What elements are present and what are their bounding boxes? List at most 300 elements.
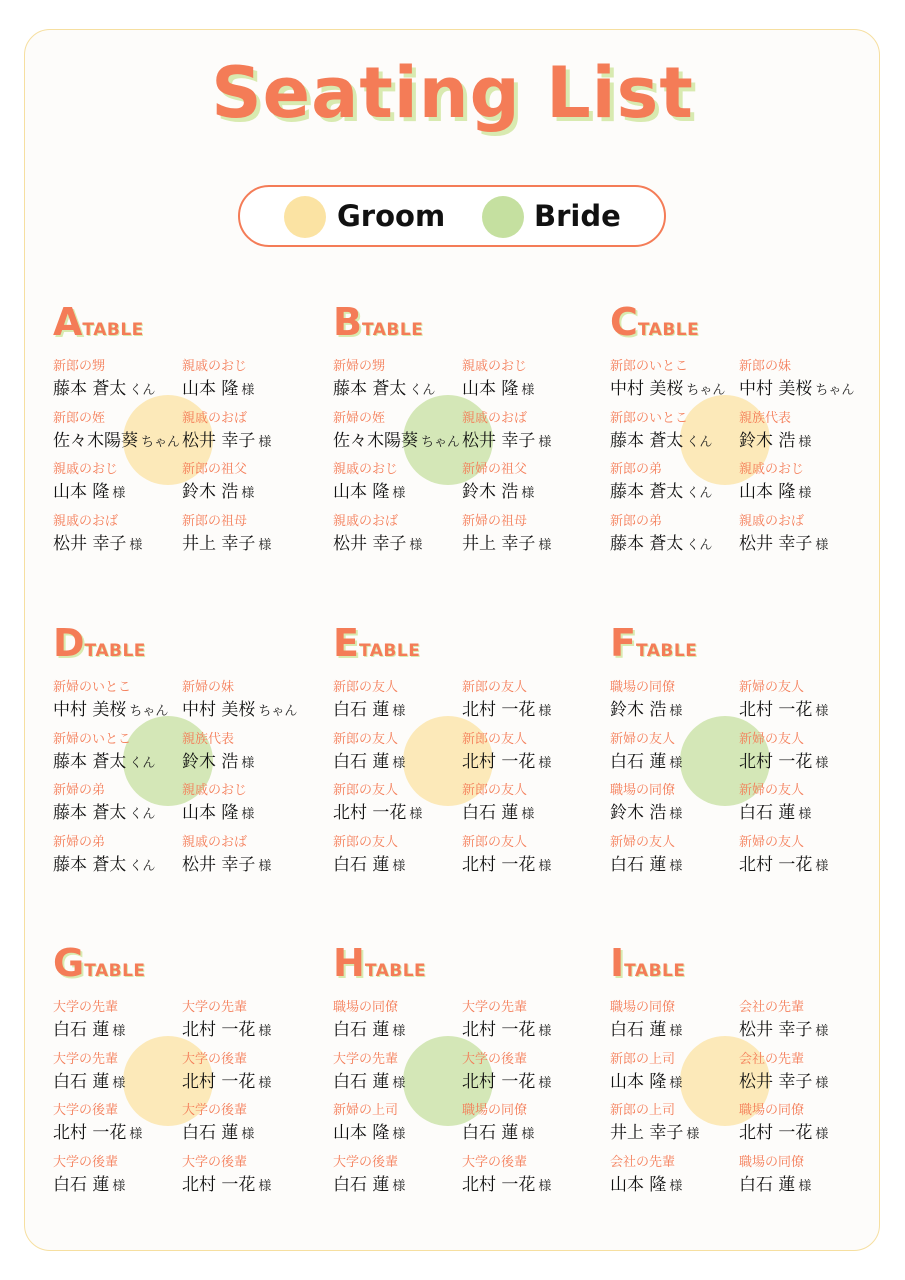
guest-name: 白石 蓮 — [462, 803, 519, 823]
guest-honorific: くん — [686, 538, 713, 553]
guest-entry — [333, 407, 468, 455]
guest-honorific: ちゃん — [815, 383, 855, 398]
guest-name: 白石 蓮 — [53, 1072, 110, 1092]
table-heading — [333, 621, 420, 665]
guest-entry — [182, 1099, 317, 1147]
guest-entry — [462, 1048, 597, 1096]
guest-role: 新婦の上司 — [333, 1103, 399, 1118]
guest-name-line — [739, 529, 828, 554]
guest-honorific: 様 — [538, 1024, 552, 1039]
guest-name-line — [610, 374, 725, 399]
table-a — [53, 300, 331, 560]
table-word: TABLE — [635, 641, 698, 661]
guest-entry — [610, 1151, 745, 1199]
guest-honorific: 様 — [538, 704, 552, 719]
guest-role: 新婦の友人 — [739, 835, 805, 850]
guest-name: 北村 一花 — [182, 1020, 256, 1040]
guest-role: 親戚のおば — [462, 411, 528, 426]
guest-name-line — [610, 747, 682, 772]
guest-entry — [739, 728, 874, 776]
guest-name-line — [610, 695, 682, 720]
guest-name-line — [462, 529, 551, 554]
guest-entry — [53, 355, 188, 403]
guest-honorific: ちゃん — [421, 435, 461, 450]
guest-honorific: ちゃん — [141, 435, 181, 450]
guest-role: 新郎の友人 — [462, 732, 528, 747]
guest-role: 新郎の上司 — [610, 1103, 676, 1118]
guest-entry — [53, 407, 188, 455]
guest-name-line — [53, 850, 155, 875]
guest-entry — [739, 355, 874, 403]
guest-role: 大学の先輩 — [182, 1000, 248, 1015]
guest-role: 親戚のおば — [182, 411, 248, 426]
guest-name-line — [739, 1170, 811, 1195]
guest-honorific: ちゃん — [129, 704, 169, 719]
guest-entry — [53, 1151, 188, 1199]
guest-honorific: 様 — [258, 1179, 272, 1194]
guest-honorific: 様 — [669, 1076, 683, 1091]
guest-honorific: 様 — [392, 1024, 406, 1039]
guest-entry — [182, 1151, 317, 1199]
guest-role: 新婦のいとこ — [53, 732, 132, 747]
guest-entry — [182, 355, 317, 403]
guest-entry — [462, 458, 597, 506]
table-word: TABLE — [624, 961, 686, 981]
guest-honorific: 様 — [112, 1024, 126, 1039]
guest-honorific: 様 — [669, 1179, 683, 1194]
guest-honorific: くん — [129, 807, 156, 822]
guest-name-line — [182, 747, 254, 772]
guest-name-line — [610, 1170, 682, 1195]
guest-entry — [739, 407, 874, 455]
guest-honorific: 様 — [521, 1127, 535, 1142]
guest-name: 松井 幸子 — [333, 534, 407, 554]
guest-entry — [610, 779, 745, 827]
table-word: TABLE — [364, 961, 427, 981]
guest-name-line — [462, 695, 551, 720]
guest-role: 新婦の友人 — [610, 835, 676, 850]
guest-entry — [610, 407, 745, 455]
guest-name-line — [333, 798, 422, 823]
guest-name-line — [462, 477, 534, 502]
guest-entry — [182, 458, 317, 506]
guest-honorific: 様 — [538, 1179, 552, 1194]
guest-honorific: 様 — [241, 1127, 255, 1142]
guest-name: 佐々木陽葵 — [53, 431, 138, 451]
guest-name: 北村 一花 — [182, 1072, 256, 1092]
guest-honorific: 様 — [129, 538, 143, 553]
guest-name: 北村 一花 — [462, 855, 536, 875]
guest-name: 中村 美桜 — [182, 700, 256, 720]
guest-name: 藤本 蒼太 — [610, 482, 684, 502]
guest-name-line — [53, 1170, 125, 1195]
guest-role: 新婦の甥 — [333, 359, 386, 374]
guest-name-line — [182, 426, 271, 451]
guest-role: 新郎の友人 — [333, 680, 399, 695]
guest-name-line — [182, 1067, 271, 1092]
guest-honorific: 様 — [798, 807, 812, 822]
guest-name-line — [333, 1015, 405, 1040]
guest-entry — [53, 1099, 188, 1147]
guest-name-line — [53, 477, 125, 502]
guest-name: 北村 一花 — [739, 700, 813, 720]
guest-name-line — [333, 477, 405, 502]
guest-name: 北村 一花 — [739, 752, 813, 772]
guest-entry — [610, 1048, 745, 1096]
guest-honorific: 様 — [798, 435, 812, 450]
guest-entry — [462, 510, 597, 558]
guest-entry — [333, 676, 468, 724]
guest-entry — [610, 996, 745, 1044]
guest-honorific: 様 — [409, 807, 423, 822]
guest-honorific: 様 — [815, 704, 829, 719]
guest-honorific: 様 — [392, 1179, 406, 1194]
guest-honorific: 様 — [669, 704, 683, 719]
guest-name: 藤本 蒼太 — [333, 379, 407, 399]
guest-name: 松井 幸子 — [739, 1072, 813, 1092]
guest-entry — [610, 728, 745, 776]
guest-name: 山本 隆 — [53, 482, 110, 502]
guest-name-line — [462, 374, 534, 399]
guest-name: 白石 蓮 — [739, 1175, 796, 1195]
guest-entry — [739, 831, 874, 879]
guest-entry — [333, 1099, 468, 1147]
table-letter: F — [610, 621, 636, 665]
guest-name: 松井 幸子 — [739, 1020, 813, 1040]
guest-name-line — [333, 1170, 405, 1195]
guest-name-line — [739, 477, 811, 502]
guest-honorific: 様 — [538, 435, 552, 450]
guest-honorific: 様 — [241, 486, 255, 501]
legend — [238, 185, 666, 247]
table-b — [333, 300, 611, 560]
guest-name-line — [462, 747, 551, 772]
guest-role: 新郎の姪 — [53, 411, 106, 426]
guest-name-line — [462, 798, 534, 823]
guest-entry — [182, 831, 317, 879]
guest-name: 鈴木 浩 — [739, 431, 796, 451]
guest-name: 北村 一花 — [462, 1175, 536, 1195]
guest-role: 大学の後輩 — [333, 1155, 399, 1170]
guest-entry — [333, 996, 468, 1044]
guest-entry — [53, 510, 188, 558]
guest-role: 大学の後輩 — [53, 1155, 119, 1170]
guest-honorific: 様 — [392, 486, 406, 501]
guest-honorific: 様 — [392, 859, 406, 874]
guest-entry — [739, 779, 874, 827]
guest-role: 新郎の友人 — [333, 732, 399, 747]
guest-name-line — [610, 477, 712, 502]
guest-honorific: 様 — [409, 538, 423, 553]
guest-name: 白石 蓮 — [333, 1175, 390, 1195]
guest-role: 親戚のおじ — [739, 462, 805, 477]
guest-name: 北村 一花 — [739, 855, 813, 875]
guest-honorific: 様 — [669, 1024, 683, 1039]
guest-name: 藤本 蒼太 — [610, 534, 684, 554]
guest-honorific: 様 — [241, 807, 255, 822]
guest-name-line — [53, 747, 155, 772]
guest-honorific: 様 — [241, 756, 255, 771]
table-letter: A — [53, 300, 83, 344]
guest-entry — [182, 779, 317, 827]
table-heading — [333, 300, 423, 344]
guest-honorific: 様 — [669, 807, 683, 822]
guest-entry — [53, 831, 188, 879]
guest-name-line — [53, 695, 168, 720]
guest-name-line — [610, 850, 682, 875]
guest-entry — [610, 676, 745, 724]
guest-name-line — [739, 747, 828, 772]
guest-entry — [610, 1099, 745, 1147]
guest-name-line — [182, 374, 254, 399]
guest-role: 新婦の友人 — [739, 680, 805, 695]
guest-role: 新郎の友人 — [462, 680, 528, 695]
guest-role: 親戚のおじ — [182, 783, 248, 798]
groom-color-dot — [284, 196, 326, 238]
guest-role: 親戚のおば — [739, 514, 805, 529]
guest-name: 山本 隆 — [333, 482, 390, 502]
guest-honorific: くん — [686, 435, 713, 450]
guest-name-line — [739, 1015, 828, 1040]
guest-honorific: 様 — [112, 486, 126, 501]
guest-role: 親戚のおじ — [333, 462, 399, 477]
guest-honorific: 様 — [815, 1024, 829, 1039]
guest-entry — [182, 510, 317, 558]
guest-role: 新郎の友人 — [333, 783, 399, 798]
guest-role: 新郎の友人 — [333, 835, 399, 850]
table-word: TABLE — [82, 320, 144, 340]
guest-role: 親戚のおば — [333, 514, 399, 529]
guest-entry — [462, 1151, 597, 1199]
page-title: Seating List — [211, 52, 694, 134]
guest-name-line — [333, 850, 405, 875]
guest-entry — [462, 831, 597, 879]
table-h — [333, 941, 611, 1201]
guest-entry — [333, 831, 468, 879]
legend-groom-label: Groom — [337, 199, 446, 233]
guest-entry — [739, 996, 874, 1044]
guest-entry — [610, 510, 745, 558]
guest-name-line — [333, 1067, 405, 1092]
guest-entry — [739, 1099, 874, 1147]
guest-name: 山本 隆 — [610, 1175, 667, 1195]
guest-name: 山本 隆 — [739, 482, 796, 502]
guest-name-line — [53, 529, 142, 554]
guest-honorific: 様 — [521, 807, 535, 822]
guest-name-line — [462, 1067, 551, 1092]
guest-role: 会社の先輩 — [739, 1052, 805, 1067]
guest-entry — [462, 728, 597, 776]
table-letter: H — [333, 941, 365, 985]
guest-role: 大学の後輩 — [182, 1103, 248, 1118]
guest-entry — [462, 779, 597, 827]
guest-role: 職場の同僚 — [610, 1000, 676, 1015]
guest-role: 新郎の祖父 — [182, 462, 248, 477]
guest-role: 新郎の祖母 — [182, 514, 248, 529]
guest-name: 白石 蓮 — [610, 752, 667, 772]
guest-name: 藤本 蒼太 — [53, 855, 127, 875]
guest-role: 新婦の祖父 — [462, 462, 528, 477]
guest-role: 職場の同僚 — [333, 1000, 399, 1015]
guest-entry — [739, 676, 874, 724]
table-word: TABLE — [358, 641, 421, 661]
guest-entry — [333, 1151, 468, 1199]
guest-honorific: 様 — [112, 1179, 126, 1194]
guest-name: 松井 幸子 — [739, 534, 813, 554]
guest-entry — [462, 676, 597, 724]
guest-role: 職場の同僚 — [739, 1155, 805, 1170]
guest-role: 職場の同僚 — [610, 783, 676, 798]
guest-entry — [333, 510, 468, 558]
guest-name-line — [182, 850, 271, 875]
guest-name-line — [182, 529, 271, 554]
guest-entry — [462, 355, 597, 403]
guest-name: 白石 蓮 — [53, 1020, 110, 1040]
guest-entry — [462, 996, 597, 1044]
guest-name-line — [53, 798, 155, 823]
table-letter: G — [53, 941, 85, 985]
guest-honorific: 様 — [538, 859, 552, 874]
guest-name-line — [182, 1170, 271, 1195]
guest-role: 新婦の友人 — [610, 732, 676, 747]
guest-name-line — [610, 1067, 682, 1092]
table-letter: I — [610, 941, 625, 985]
guest-name-line — [610, 426, 712, 451]
guest-honorific: 様 — [798, 486, 812, 501]
guest-entry — [333, 728, 468, 776]
guest-name: 北村 一花 — [462, 1072, 536, 1092]
guest-role: 親族代表 — [739, 411, 792, 426]
guest-honorific: 様 — [521, 383, 535, 398]
guest-name: 松井 幸子 — [53, 534, 127, 554]
guest-role: 大学の後輩 — [53, 1103, 119, 1118]
guest-name-line — [462, 1170, 551, 1195]
guest-honorific: くん — [129, 756, 156, 771]
table-letter: C — [610, 300, 638, 344]
guest-name-line — [739, 798, 811, 823]
guest-role: 大学の先輩 — [53, 1052, 119, 1067]
guest-name: 白石 蓮 — [333, 1020, 390, 1040]
guest-role: 新郎のいとこ — [610, 411, 689, 426]
guest-honorific: 様 — [521, 486, 535, 501]
guest-name: 井上 幸子 — [462, 534, 536, 554]
table-word: TABLE — [84, 641, 146, 661]
guest-honorific: 様 — [112, 1076, 126, 1091]
guest-role: 新郎の甥 — [53, 359, 106, 374]
guest-name-line — [462, 1015, 551, 1040]
guest-name-line — [739, 426, 811, 451]
guest-entry — [53, 1048, 188, 1096]
guest-name-line — [739, 695, 828, 720]
guest-role: 大学の先輩 — [333, 1052, 399, 1067]
guest-name: 北村 一花 — [182, 1175, 256, 1195]
guest-name: 白石 蓮 — [182, 1123, 239, 1143]
guest-name-line — [53, 1015, 125, 1040]
guest-honorific: 様 — [241, 383, 255, 398]
guest-honorific: 様 — [815, 756, 829, 771]
guest-role: 親戚のおじ — [53, 462, 119, 477]
guest-role: 新婦の弟 — [53, 783, 106, 798]
guest-name: 白石 蓮 — [333, 1072, 390, 1092]
guest-entry — [333, 779, 468, 827]
guest-name: 白石 蓮 — [333, 700, 390, 720]
guest-entry — [53, 728, 188, 776]
guest-honorific: 様 — [669, 859, 683, 874]
guest-role: 大学の先輩 — [462, 1000, 528, 1015]
guest-name: 白石 蓮 — [739, 803, 796, 823]
guest-name: 松井 幸子 — [182, 431, 256, 451]
guest-role: 新婦の祖母 — [462, 514, 528, 529]
guest-name: 鈴木 浩 — [462, 482, 519, 502]
guest-name: 白石 蓮 — [610, 855, 667, 875]
guest-entry — [53, 779, 188, 827]
guest-role: 大学の後輩 — [462, 1052, 528, 1067]
guest-role: 新郎の友人 — [462, 783, 528, 798]
guest-name-line — [53, 1067, 125, 1092]
guest-role: 親戚のおじ — [182, 359, 248, 374]
guest-honorific: くん — [129, 859, 156, 874]
guest-role: 新婦の姪 — [333, 411, 386, 426]
guest-role: 新婦のいとこ — [53, 680, 132, 695]
guest-honorific: 様 — [258, 859, 272, 874]
guest-name-line — [182, 477, 254, 502]
table-d — [53, 621, 331, 881]
table-heading — [53, 941, 146, 985]
guest-honorific: ちゃん — [686, 383, 726, 398]
guest-name-line — [610, 798, 682, 823]
guest-honorific: 様 — [815, 538, 829, 553]
guest-entry — [53, 676, 188, 724]
guest-name-line — [462, 426, 551, 451]
table-heading — [53, 300, 144, 344]
guest-name: 白石 蓮 — [53, 1175, 110, 1195]
guest-role: 新郎の妹 — [739, 359, 792, 374]
legend-bride-label: Bride — [534, 199, 621, 233]
guest-honorific: ちゃん — [258, 704, 298, 719]
table-e — [333, 621, 611, 881]
guest-name: 藤本 蒼太 — [610, 431, 684, 451]
guest-entry — [739, 1048, 874, 1096]
guest-role: 職場の同僚 — [462, 1103, 528, 1118]
guest-name: 井上 幸子 — [610, 1123, 684, 1143]
guest-entry — [333, 355, 468, 403]
guest-entry — [462, 407, 597, 455]
guest-role: 大学の先輩 — [53, 1000, 119, 1015]
guest-name-line — [53, 426, 180, 451]
guest-honorific: 様 — [798, 1179, 812, 1194]
guest-name: 松井 幸子 — [182, 855, 256, 875]
table-letter: E — [333, 621, 359, 665]
guest-name-line — [182, 798, 254, 823]
guest-role: 大学の後輩 — [182, 1052, 248, 1067]
guest-name-line — [739, 1067, 828, 1092]
table-heading — [610, 941, 685, 985]
guest-name: 藤本 蒼太 — [53, 803, 127, 823]
guest-entry — [739, 458, 874, 506]
guest-honorific: 様 — [392, 1127, 406, 1142]
guest-name: 北村 一花 — [333, 803, 407, 823]
guest-entry — [182, 676, 317, 724]
guest-entry — [739, 1151, 874, 1199]
table-word: TABLE — [637, 320, 700, 340]
guest-name: 山本 隆 — [182, 379, 239, 399]
guest-honorific: くん — [686, 486, 713, 501]
guest-name: 中村 美桜 — [53, 700, 127, 720]
guest-name-line — [333, 426, 460, 451]
guest-role: 新郎のいとこ — [610, 359, 689, 374]
guest-honorific: くん — [409, 383, 436, 398]
guest-role: 大学の後輩 — [182, 1155, 248, 1170]
